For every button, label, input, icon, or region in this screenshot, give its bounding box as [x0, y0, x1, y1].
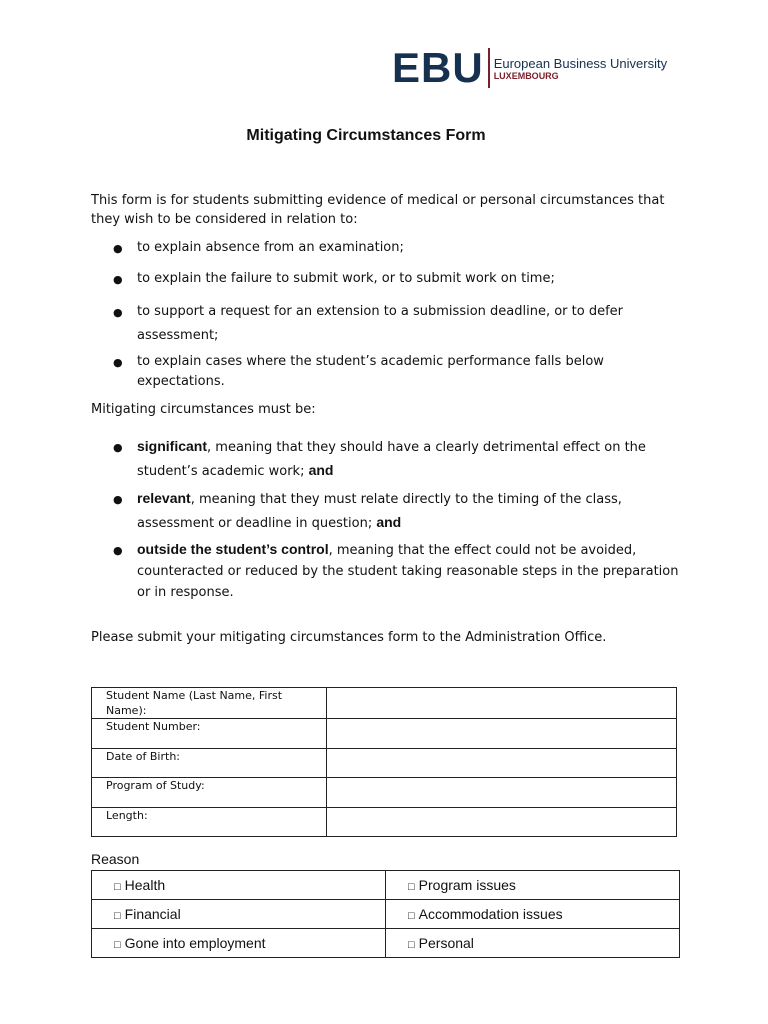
checkbox-icon[interactable]: □	[408, 881, 415, 893]
checkbox-icon[interactable]: □	[114, 939, 121, 951]
checkbox-icon[interactable]: □	[408, 939, 415, 951]
submission-note: Please submit your mitigating circumstances form to the Administration Office.	[91, 630, 607, 645]
logo-text	[494, 56, 667, 81]
checkbox-icon[interactable]: □	[114, 910, 121, 922]
logo-divider	[488, 48, 490, 88]
list-item: ● to support a request for an extension to a submission deadline, or to defer assessment;	[91, 300, 691, 348]
program-of-study-field[interactable]	[327, 778, 677, 808]
bullet-icon: ●	[113, 273, 123, 286]
table-row	[92, 929, 680, 958]
student-name-field[interactable]	[327, 688, 677, 719]
logo-university-name: European Business University	[493, 55, 668, 71]
date-of-birth-field[interactable]	[327, 748, 677, 778]
list-item: ● to explain the failure to submit work, or to submit work on time;	[91, 269, 691, 289]
criteria-item	[91, 487, 691, 535]
intro-paragraph: This form is for students submitting evidence of medical or personal circumstances that they wish to be considered in relation to:	[91, 193, 665, 227]
length-field[interactable]	[327, 807, 677, 837]
table-row	[92, 719, 677, 749]
criteria-term: relevant	[137, 490, 191, 506]
table-row	[92, 807, 677, 837]
field-label: Length:	[92, 807, 327, 837]
bullet-icon: ●	[113, 306, 123, 319]
reason-table	[91, 870, 680, 958]
criteria-text: , meaning that the effect could not be avoided, counteracted or reduced by the student taking reasonable steps in the preparation or in response.	[137, 543, 679, 600]
criteria-join: and	[308, 462, 334, 478]
considerations-list	[91, 238, 691, 403]
reason-option-financial[interactable]: □ Financial	[92, 900, 386, 929]
reason-option-program-issues[interactable]: □ Program issues	[386, 871, 680, 900]
student-number-field[interactable]	[327, 719, 677, 749]
criteria-term: outside the student’s control	[137, 541, 329, 557]
criteria-heading: Mitigating circumstances must be:	[91, 402, 316, 417]
field-label: Program of Study:	[92, 778, 327, 808]
criteria-list	[91, 435, 691, 607]
checkbox-icon[interactable]: □	[408, 910, 415, 922]
criteria-text: , meaning that they should have a clearly detrimental effect on the student’s academic work;	[137, 440, 646, 479]
criteria-item	[91, 539, 691, 603]
criteria-join: and	[376, 514, 402, 530]
table-row	[92, 900, 680, 929]
criteria-term: significant	[137, 438, 208, 454]
checkbox-icon[interactable]: □	[114, 881, 121, 893]
table-row	[92, 688, 677, 719]
field-label: Date of Birth:	[92, 748, 327, 778]
reason-option-accommodation-issues[interactable]: □ Accommodation issues	[386, 900, 680, 929]
table-row	[92, 748, 677, 778]
reason-heading: Reason	[91, 851, 140, 867]
bullet-icon: ●	[113, 242, 123, 255]
student-info-table	[91, 687, 677, 837]
bullet-icon: ●	[113, 544, 123, 557]
reason-option-personal[interactable]: □ Personal	[386, 929, 680, 958]
logo-location: LUXEMBOURG	[493, 70, 559, 81]
list-item: ● to explain cases where the student’s academic performance falls below expectations.	[113, 354, 604, 389]
table-row	[92, 778, 677, 808]
field-label: Student Name (Last Name, First Name):	[92, 688, 327, 719]
bullet-icon: ●	[113, 441, 123, 454]
list-item: ● to explain absence from an examination;	[91, 238, 691, 258]
bullet-icon: ●	[113, 493, 123, 506]
bullet-icon: ●	[113, 356, 123, 369]
table-row	[92, 871, 680, 900]
field-label: Student Number:	[92, 719, 327, 749]
form-title: Mitigating Circumstances Form	[246, 127, 486, 144]
reason-option-health[interactable]: □ Health	[92, 871, 386, 900]
reason-option-gone-into-employment[interactable]: □ Gone into employment	[92, 929, 386, 958]
ebu-logo	[392, 46, 667, 90]
criteria-item	[91, 435, 691, 483]
criteria-text: , meaning that they must relate directly to the timing of the class, assessment or deadline in question;	[137, 492, 622, 531]
logo-mark: EBU	[392, 44, 484, 91]
